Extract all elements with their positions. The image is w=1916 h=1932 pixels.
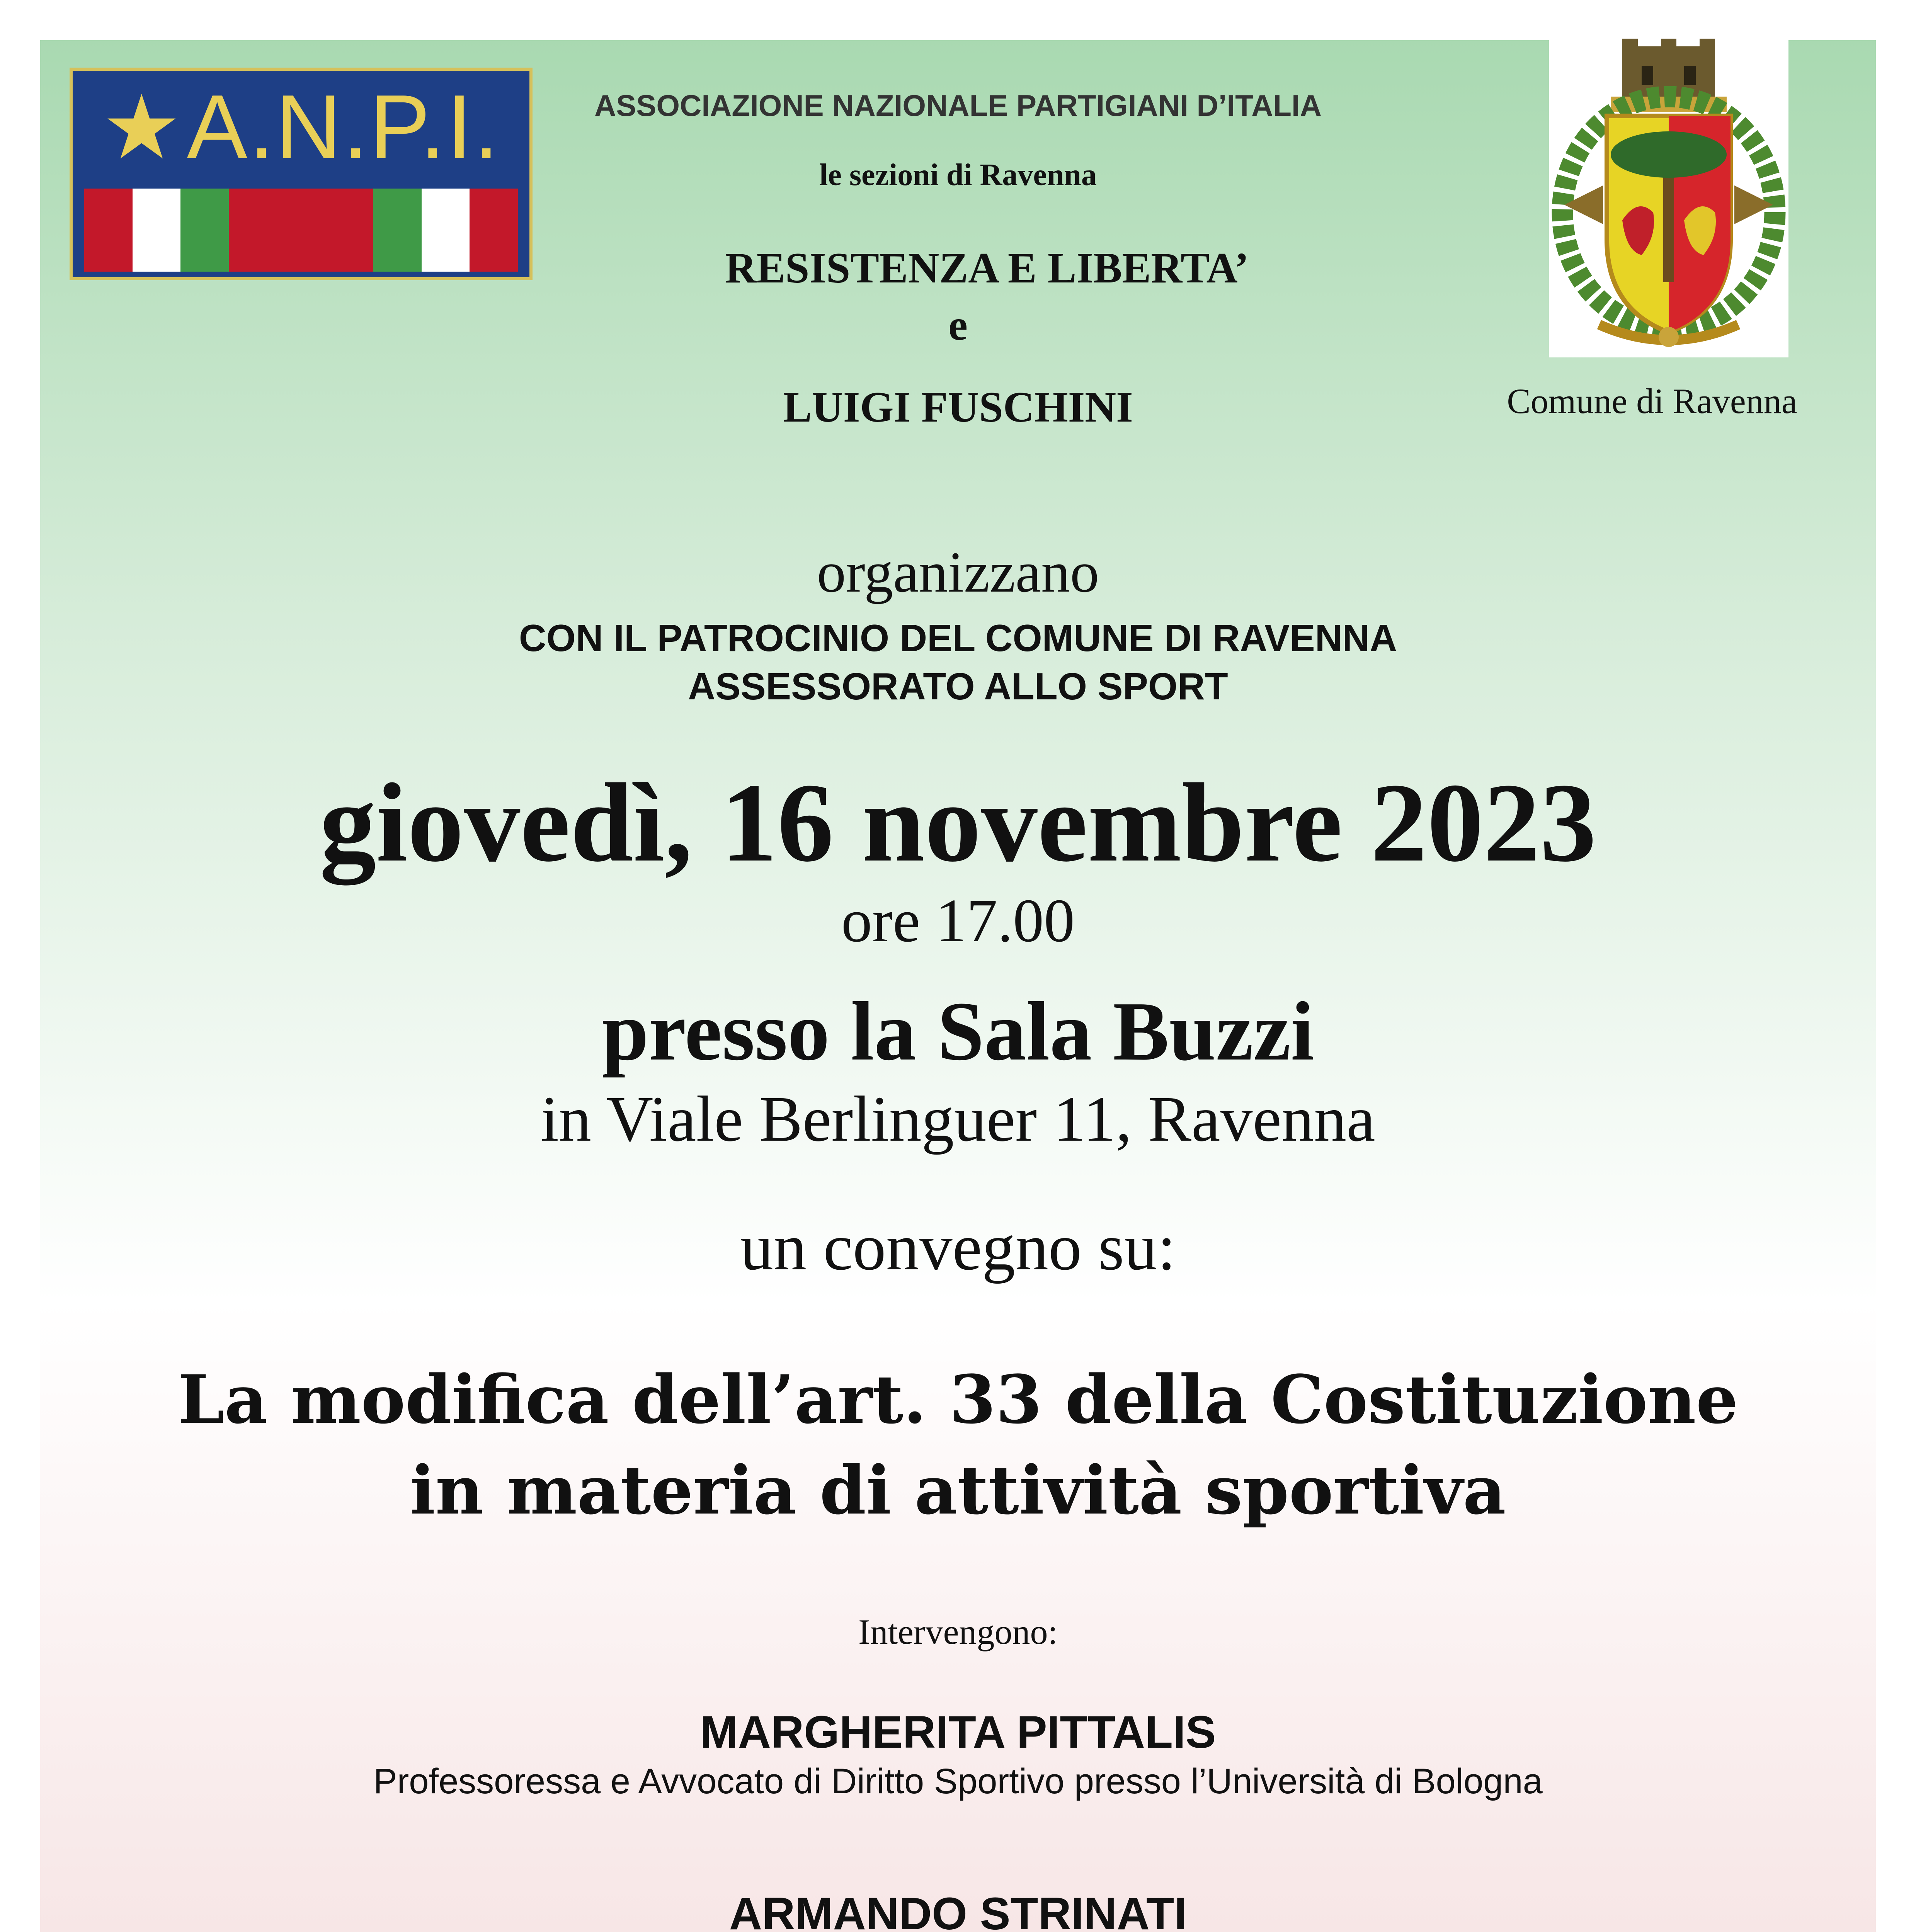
organize-verb: organizzano (817, 540, 1099, 604)
event-address: in Viale Berlinguer 11, Ravenna (541, 1083, 1375, 1155)
convention-title-line1: La modifica dell’art. 33 della Costituzione (177, 1360, 1739, 1439)
event-date: giovedì, 16 novembre 2023 (320, 760, 1596, 885)
event-venue: presso la Sala Buzzi (602, 985, 1314, 1078)
section-resistenza: RESISTENZA E LIBERTA’ (725, 244, 1249, 292)
sections-intro: le sezioni di Ravenna (819, 158, 1097, 192)
department-line: ASSESSORATO ALLO SPORT (688, 665, 1228, 707)
speaker-name: ARMANDO STRINATI (729, 1888, 1187, 1932)
anpi-logo-text: ★A.N.P.I. (102, 76, 500, 177)
speaker-role: Professoressa e Avvocato di Diritto Sportivo presso l’Università di Bologna (373, 1762, 1543, 1801)
association-name: ASSOCIAZIONE NAZIONALE PARTIGIANI D’ITALIA (594, 88, 1322, 122)
event-time: ore 17.00 (841, 886, 1075, 955)
patronage-line: CON IL PATROCINIO DEL COMUNE DI RAVENNA (519, 617, 1397, 659)
convention-intro: un convegno su: (740, 1211, 1176, 1284)
speaker-name: MARGHERITA PITTALIS (700, 1707, 1216, 1758)
municipality-label: Comune di Ravenna (1507, 381, 1797, 421)
convention-title-line2: in materia di attività sportiva (410, 1451, 1506, 1529)
section-fuschini: LUIGI FUSCHINI (783, 383, 1133, 431)
speakers-heading: Intervengono: (858, 1612, 1058, 1651)
conjunction: e (948, 301, 968, 349)
